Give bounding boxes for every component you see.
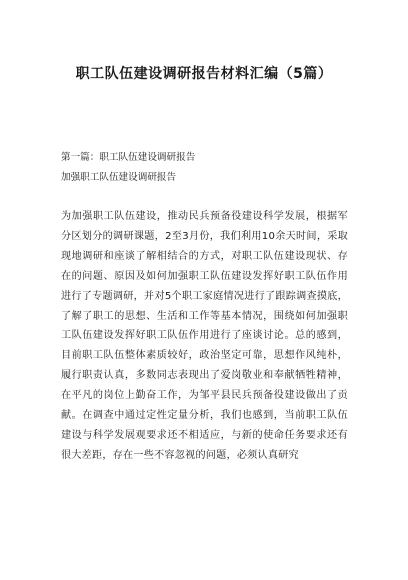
- section-heading: 第一篇：职工队伍建设调研报告: [61, 152, 196, 163]
- document-title: 职工队伍建设调研报告材料汇编（5篇）: [75, 66, 333, 82]
- body-paragraph: 为加强职工队伍建设，推动民兵预备役建设科学发展，根据军分区划分的调研课题，2至3月份，我们利用10余天时间，采取现地调研和座谈了解相结合的方式，对职工队伍建设现状、存在的问题、原因及如何加强职工队伍建设发挥好职工队伍作用进行了专题调研，并对5个职工家庭情况进行了跟踪调查摸底，了解了职工的思想、生活和工作等基本情况，围绕如何加强职工队伍建设发挥好职工队伍作用进行了座谈讨论。总的感到，目前职工队伍整体素质较好，政治坚定可靠，思想作风纯朴，履行职责认真，多数同志表现出了爱岗敬业和奉献牺牲精神，在平凡的岗位上勤奋工作，为邹平县民兵预备役建设做出了贡献。在调查中通过定性定量分析，我们也感到，当前职工队伍建设与科学发展观要求还不相适应，与新的使命任务要求还有很大差距，存在一些不容忽视的问题，必须认真研究: [61, 211, 348, 461]
- report-subtitle: 加强职工队伍建设调研报告: [61, 172, 177, 183]
